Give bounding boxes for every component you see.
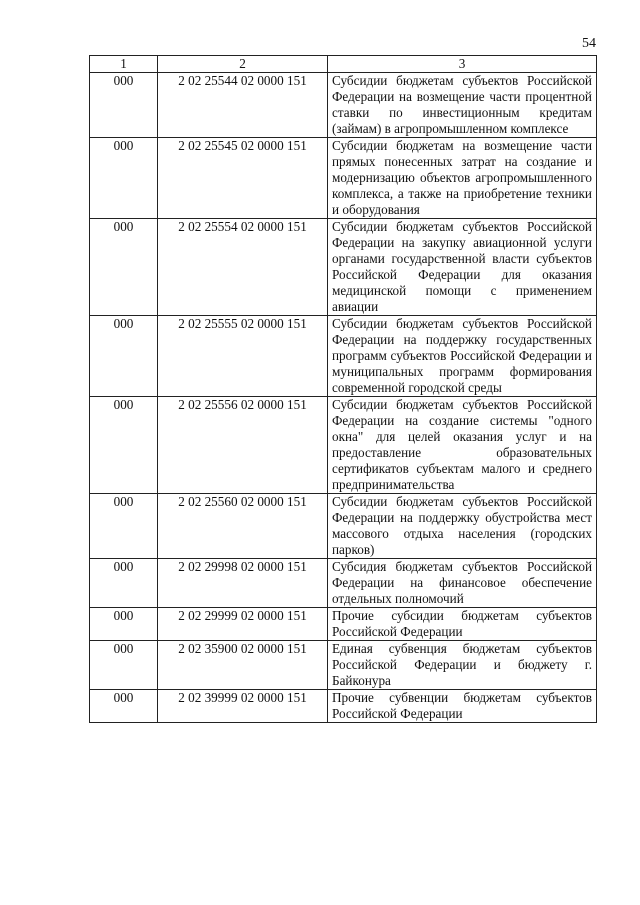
- admin-code-cell: 000: [90, 641, 158, 690]
- budget-code-cell: 2 02 25556 02 0000 151: [158, 397, 328, 494]
- table-row: [90, 641, 597, 690]
- budget-code-cell: 2 02 25555 02 0000 151: [158, 316, 328, 397]
- revenue-name-cell: Субсидии бюджетам на возмещение части прямых понесенных затрат на создание и модернизацию объектов агропромышленного комплекса, а также на приобретение техники и оборудования: [328, 138, 597, 219]
- budget-code-cell: 2 02 25544 02 0000 151: [158, 73, 328, 138]
- budget-code-cell: 2 02 25554 02 0000 151: [158, 219, 328, 316]
- admin-code-cell: 000: [90, 690, 158, 723]
- admin-code-cell: 000: [90, 316, 158, 397]
- column-header-1: 1: [90, 56, 158, 73]
- table-row: [90, 690, 597, 723]
- table-row: [90, 316, 597, 397]
- page-number: 54: [582, 36, 596, 51]
- table-row: [90, 608, 597, 641]
- admin-code-cell: 000: [90, 219, 158, 316]
- admin-code-cell: 000: [90, 73, 158, 138]
- budget-classification-table: [89, 55, 597, 723]
- table-row: [90, 138, 597, 219]
- admin-code-cell: 000: [90, 608, 158, 641]
- admin-code-cell: 000: [90, 397, 158, 494]
- admin-code-cell: 000: [90, 559, 158, 608]
- revenue-name-cell: Субсидии бюджетам субъектов Российской Федерации на поддержку государственных программ субъектов Российской Федерации и муниципальных программ формирования современной городской среды: [328, 316, 597, 397]
- revenue-name-cell: Субсидии бюджетам субъектов Российской Федерации на закупку авиационной услуги органами государственной власти субъектов Российской Федерации для оказания медицинской помощи с применением авиации: [328, 219, 597, 316]
- revenue-name-cell: Прочие субвенции бюджетам субъектов Российской Федерации: [328, 690, 597, 723]
- revenue-name-cell: Субсидия бюджетам субъектов Российской Федерации на финансовое обеспечение отдельных полномочий: [328, 559, 597, 608]
- budget-code-cell: 2 02 25545 02 0000 151: [158, 138, 328, 219]
- budget-code-cell: 2 02 29998 02 0000 151: [158, 559, 328, 608]
- revenue-name-cell: Субсидии бюджетам субъектов Российской Федерации на возмещение части процентной ставки по инвестиционным кредитам (займам) в агропромышленном комплексе: [328, 73, 597, 138]
- header-row: [90, 56, 597, 73]
- table-row: [90, 494, 597, 559]
- admin-code-cell: 000: [90, 494, 158, 559]
- budget-code-cell: 2 02 29999 02 0000 151: [158, 608, 328, 641]
- budget-code-cell: 2 02 25560 02 0000 151: [158, 494, 328, 559]
- budget-code-cell: 2 02 39999 02 0000 151: [158, 690, 328, 723]
- revenue-name-cell: Единая субвенция бюджетам субъектов Российской Федерации и бюджету г. Байконура: [328, 641, 597, 690]
- column-header-2: 2: [158, 56, 328, 73]
- table-row: [90, 397, 597, 494]
- table-row: [90, 73, 597, 138]
- table-row: [90, 219, 597, 316]
- column-header-3: 3: [328, 56, 597, 73]
- revenue-name-cell: Прочие субсидии бюджетам субъектов Российской Федерации: [328, 608, 597, 641]
- admin-code-cell: 000: [90, 138, 158, 219]
- revenue-name-cell: Субсидии бюджетам субъектов Российской Федерации на создание системы "одного окна" для целей оказания услуг и на предоставление образовательных сертификатов субъектам малого и среднего предпринимательства: [328, 397, 597, 494]
- budget-code-cell: 2 02 35900 02 0000 151: [158, 641, 328, 690]
- table-row: [90, 559, 597, 608]
- revenue-name-cell: Субсидии бюджетам субъектов Российской Федерации на поддержку обустройства мест массового отдыха населения (городских парков): [328, 494, 597, 559]
